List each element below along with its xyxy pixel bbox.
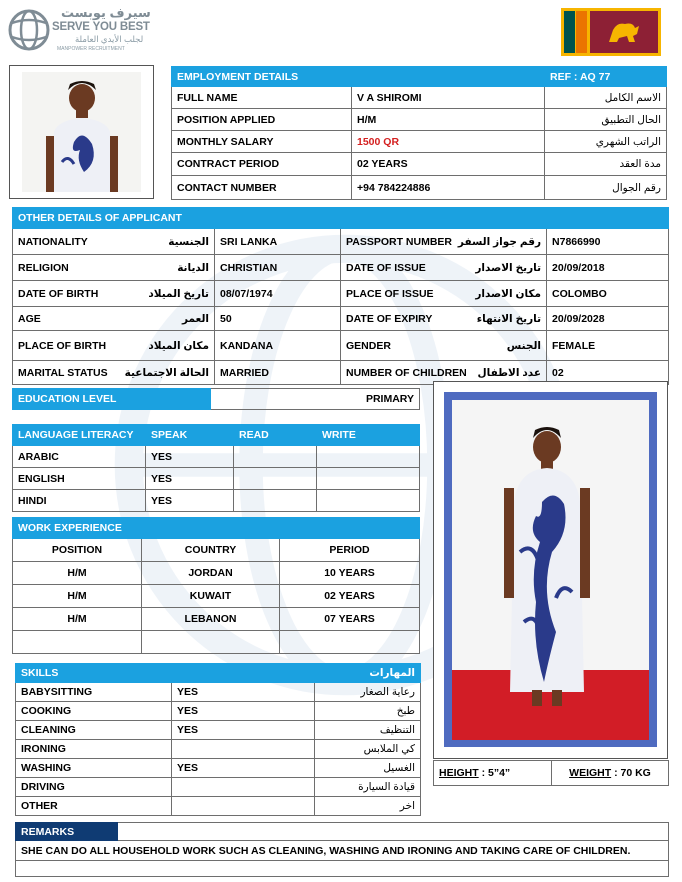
nationality-value: SRI LANKA	[215, 229, 341, 255]
date-of-birth-value: 08/07/1974	[215, 281, 341, 307]
gender-arabic: الجنس	[506, 339, 542, 352]
remarks-table	[15, 822, 669, 877]
language-literacy-header: LANGUAGE LITERACY	[13, 425, 146, 446]
employment-details-header: EMPLOYMENT DETAILS	[172, 67, 545, 87]
skill-value: YES	[172, 721, 315, 740]
table-row	[13, 608, 420, 631]
age-value: 50	[215, 307, 341, 331]
read-value	[234, 490, 317, 512]
monthly-salary-label: MONTHLY SALARY	[172, 131, 352, 153]
skill-value: YES	[172, 702, 315, 721]
lion-icon	[605, 18, 643, 46]
table-row	[16, 759, 421, 778]
contract-period-arabic: مدة العقد	[545, 153, 667, 176]
work-country: JORDAN	[142, 562, 280, 585]
globe-icon	[7, 8, 51, 52]
skill-arabic: قيادة السيارة	[315, 778, 421, 797]
religion-label: RELIGION	[18, 261, 69, 274]
person-photo	[22, 72, 141, 192]
skill-name: DRIVING	[16, 778, 172, 797]
contact-number-arabic: رقم الجوال	[545, 176, 667, 200]
education-level-value: PRIMARY	[211, 389, 420, 410]
ref-number: REF : AQ 77	[545, 67, 667, 87]
employment-details-table	[171, 66, 667, 200]
table-row	[13, 631, 420, 654]
age-label: AGE	[18, 312, 41, 325]
brand-arabic: سيرف يوبست	[61, 5, 151, 20]
place-of-birth-arabic: مكان الميلاد	[148, 339, 209, 352]
measurements-table	[433, 760, 669, 786]
skill-value	[172, 797, 315, 816]
place-of-issue-value: COLOMBO	[547, 281, 669, 307]
skill-value	[172, 778, 315, 797]
speak-value: YES	[146, 468, 234, 490]
skill-arabic: رعاية الصغار	[315, 683, 421, 702]
number-of-children-label: NUMBER OF CHILDREN	[346, 366, 467, 379]
skill-arabic: التنظيف	[315, 721, 421, 740]
work-country: LEBANON	[142, 608, 280, 631]
write-value	[317, 468, 420, 490]
applicant-portrait	[9, 65, 154, 199]
skill-name: COOKING	[16, 702, 172, 721]
read-header: READ	[234, 425, 317, 446]
skill-value: YES	[172, 759, 315, 778]
brand-name: SERVE YOU BEST	[52, 21, 150, 33]
country-col-header: COUNTRY	[142, 539, 280, 562]
work-country	[142, 631, 280, 654]
brand-tagline-arabic: لجلب الأيدي العاملة	[75, 34, 144, 44]
table-row	[16, 797, 421, 816]
table-row	[16, 721, 421, 740]
gender-value: FEMALE	[547, 331, 669, 361]
marital-status-value: MARRIED	[215, 361, 341, 385]
work-position: H/M	[13, 585, 142, 608]
weight-label: WEIGHT	[569, 767, 612, 779]
table-row	[13, 585, 420, 608]
table-row	[16, 778, 421, 797]
monthly-salary-arabic: الراتب الشهري	[545, 131, 667, 153]
position-applied-value: H/M	[352, 109, 545, 131]
education-table	[12, 388, 420, 410]
place-of-issue-label: PLACE OF ISSUE	[346, 287, 434, 300]
skill-name: CLEANING	[16, 721, 172, 740]
speak-header: SPEAK	[146, 425, 234, 446]
write-value	[317, 490, 420, 512]
work-experience-table	[12, 517, 420, 654]
nationality-arabic: الجنسية	[168, 235, 209, 248]
contact-number-label: CONTACT NUMBER	[172, 176, 352, 200]
nationality-label: NATIONALITY	[18, 235, 88, 248]
work-position: H/M	[13, 562, 142, 585]
work-experience-header: WORK EXPERIENCE	[13, 518, 280, 539]
full-body-photo	[444, 392, 657, 747]
passport-number-arabic: رقم جواز السفر	[457, 235, 542, 248]
gender-label: GENDER	[346, 339, 391, 352]
work-period: 10 YEARS	[280, 562, 420, 585]
work-period	[280, 631, 420, 654]
date-of-issue-label: DATE OF ISSUE	[346, 261, 426, 274]
skill-arabic: الغسيل	[315, 759, 421, 778]
place-of-issue-arabic: مكان الاصدار	[475, 287, 542, 300]
company-logo	[5, 4, 155, 56]
language-row	[13, 446, 420, 468]
position-col-header: POSITION	[13, 539, 142, 562]
marital-status-label: MARITAL STATUS	[18, 366, 108, 379]
skills-table	[15, 663, 421, 816]
number-of-children-value: 02	[547, 361, 669, 385]
work-position	[13, 631, 142, 654]
date-of-birth-arabic: تاريخ الميلاد	[148, 287, 209, 300]
work-period: 02 YEARS	[280, 585, 420, 608]
passport-number-value: N7866990	[547, 229, 669, 255]
brand-tagline: MANPOWER RECRUITMENT	[57, 46, 125, 52]
table-row	[16, 702, 421, 721]
religion-value: CHRISTIAN	[215, 255, 341, 281]
skill-arabic: كي الملابس	[315, 740, 421, 759]
skill-arabic: طبخ	[315, 702, 421, 721]
speak-value: YES	[146, 490, 234, 512]
place-of-birth-label: PLACE OF BIRTH	[18, 339, 107, 352]
full-name-label: FULL NAME	[172, 87, 352, 109]
date-of-issue-arabic: تاريخ الاصدار	[475, 261, 542, 274]
skills-header-arabic: المهارات	[315, 664, 421, 683]
read-value	[234, 446, 317, 468]
language-row	[13, 490, 420, 512]
religion-arabic: الديانة	[177, 261, 209, 274]
skill-name: BABYSITTING	[16, 683, 172, 702]
period-col-header: PERIOD	[280, 539, 420, 562]
date-of-expiry-value: 20/09/2028	[547, 307, 669, 331]
remarks-text: SHE CAN DO ALL HOUSEHOLD WORK SUCH AS CLEANING, WASHING AND IRONING AND TAKING CARE OF CHILDREN.	[16, 841, 669, 861]
date-of-expiry-arabic: تاريخ الانتهاء	[476, 312, 542, 325]
skill-arabic: اخر	[315, 797, 421, 816]
position-applied-label: POSITION APPLIED	[172, 109, 352, 131]
language-literacy-table	[12, 424, 420, 512]
date-of-issue-value: 20/09/2018	[547, 255, 669, 281]
table-row	[16, 683, 421, 702]
full-name-arabic: الاسم الكامل	[545, 87, 667, 109]
date-of-expiry-label: DATE OF EXPIRY	[346, 312, 433, 325]
contract-period-label: CONTRACT PERIOD	[172, 153, 352, 176]
monthly-salary-value: 1500 QR	[352, 131, 545, 153]
date-of-birth-label: DATE OF BIRTH	[18, 287, 99, 300]
marital-status-arabic: الحالة الاجتماعية	[124, 366, 209, 379]
skill-name: WASHING	[16, 759, 172, 778]
education-level-label: EDUCATION LEVEL	[13, 389, 211, 410]
contact-number-value: +94 784224886	[352, 176, 545, 200]
language-name: ARABIC	[13, 446, 146, 468]
position-applied-arabic: الحال التطبيق	[545, 109, 667, 131]
height-label: HEIGHT	[439, 767, 479, 779]
table-row	[16, 740, 421, 759]
speak-value: YES	[146, 446, 234, 468]
table-row	[13, 562, 420, 585]
age-arabic: العمر	[181, 312, 209, 325]
full-body-photo-frame	[433, 381, 668, 759]
language-row	[13, 468, 420, 490]
skills-header: SKILLS	[16, 664, 315, 683]
passport-number-label: PASSPORT NUMBER	[346, 235, 452, 248]
language-name: ENGLISH	[13, 468, 146, 490]
place-of-birth-value: KANDANA	[215, 331, 341, 361]
write-header: WRITE	[317, 425, 420, 446]
weight-value: : 70 KG	[614, 767, 651, 779]
work-position: H/M	[13, 608, 142, 631]
read-value	[234, 468, 317, 490]
contract-period-value: 02 YEARS	[352, 153, 545, 176]
skill-name: OTHER	[16, 797, 172, 816]
work-country: KUWAIT	[142, 585, 280, 608]
skill-name: IRONING	[16, 740, 172, 759]
sri-lanka-flag	[561, 8, 661, 56]
other-details-table	[12, 207, 669, 385]
write-value	[317, 446, 420, 468]
work-period: 07 YEARS	[280, 608, 420, 631]
skill-value	[172, 740, 315, 759]
height-value: : 5”4”	[481, 767, 511, 779]
remarks-header: REMARKS	[16, 823, 118, 841]
language-name: HINDI	[13, 490, 146, 512]
other-details-header: OTHER DETAILS OF APPLICANT	[13, 208, 341, 229]
skill-value: YES	[172, 683, 315, 702]
number-of-children-arabic: عدد الاطفال	[477, 366, 542, 379]
full-name-value: V A SHIROMI	[352, 87, 545, 109]
